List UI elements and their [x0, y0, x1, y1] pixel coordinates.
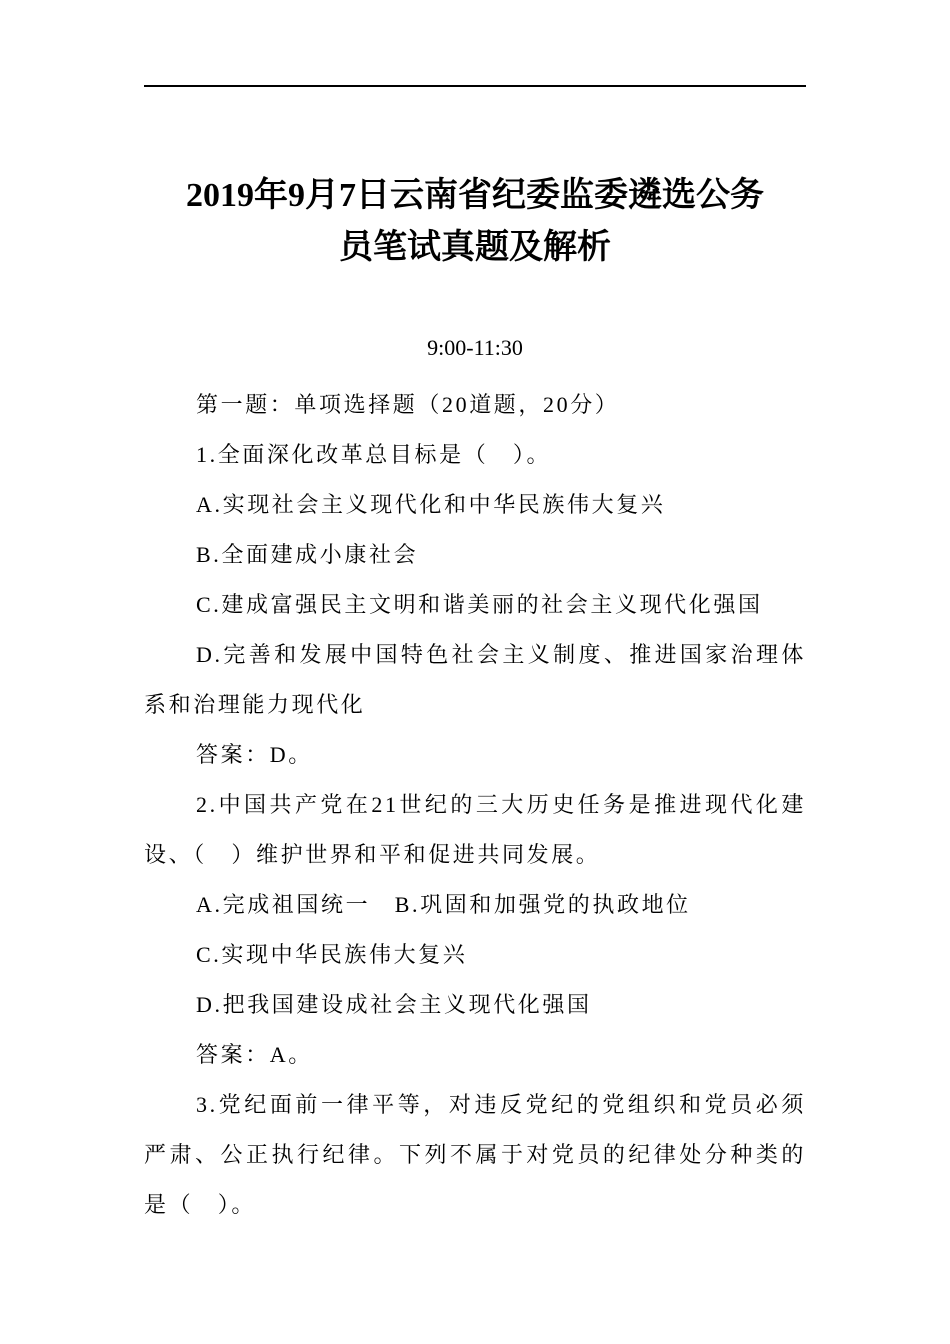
question-2-option-d: D.把我国建设成社会主义现代化强国 [196, 992, 592, 1017]
title-line-1: 2019年9月7日云南省纪委监委遴选公务 [186, 177, 764, 214]
exam-time: 9:00-11:30 [427, 335, 523, 360]
section-heading: 第一题：单项选择题（20道题，20分） [196, 392, 620, 417]
question-2-answer: 答案：A。 [196, 1042, 313, 1067]
question-1-option-a: A.实现社会主义现代化和中华民族伟大复兴 [196, 492, 666, 517]
document-title [144, 170, 806, 274]
question-2-options-ab: A.完成祖国统一 B.巩固和加强党的执政地位 [196, 892, 691, 917]
question-2-option-c: C.实现中华民族伟大复兴 [196, 942, 468, 967]
document-body [144, 380, 806, 1230]
question-1-option-d: D.完善和发展中国特色社会主义制度、推进国家治理体系和治理能力现代化 [144, 642, 806, 717]
question-3-stem: 3.党纪面前一律平等，对违反党纪的党组织和党员必须严肃、公正执行纪律。下列不属于对党员的纪律处分种类的是（ ）。 [144, 1092, 806, 1217]
question-1-option-c: C.建成富强民主文明和谐美丽的社会主义现代化强国 [196, 592, 763, 617]
question-1-option-b: B.全面建成小康社会 [196, 542, 419, 567]
question-2-stem: 2.中国共产党在21世纪的三大历史任务是推进现代化建设、（ ）维护世界和平和促进共同发展。 [144, 792, 806, 867]
question-1-answer: 答案：D。 [196, 742, 313, 767]
header-rule [144, 85, 806, 87]
title-line-2: 员笔试真题及解析 [339, 229, 611, 266]
question-1-stem: 1.全面深化改革总目标是（ ）。 [196, 442, 552, 467]
